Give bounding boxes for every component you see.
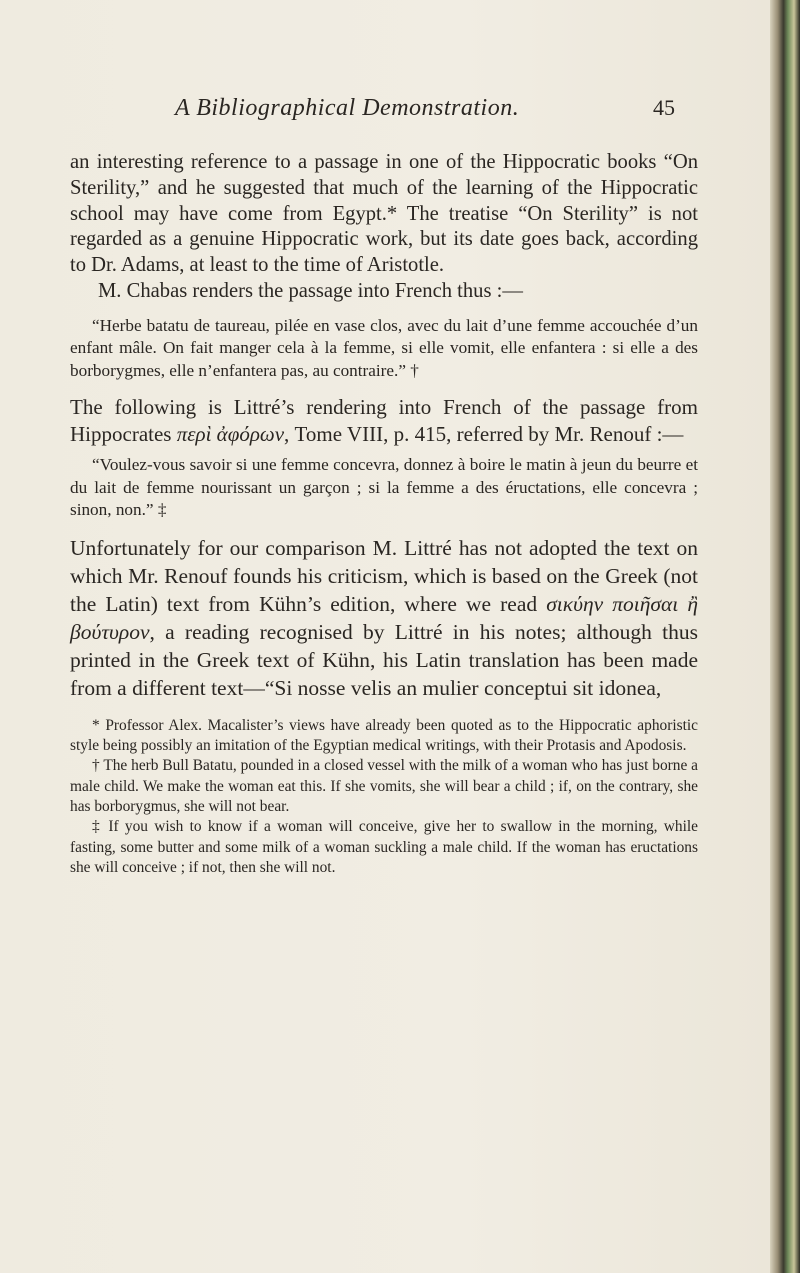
greek-title: περὶ ἀφόρων	[176, 422, 285, 447]
running-title: A Bibliographical Demonstration.	[175, 95, 520, 121]
greek-reading: σικύην ποιῆσαι ἢ βούτυρον	[70, 591, 698, 644]
footnotes	[70, 716, 698, 878]
french-quote-littre: “Voulez-vous savoir si une femme concevra, donnez à boire le matin à jeun du beurre et du lait de femme nourissant un garçon ; si la femme a des éructations, elle concevra ; sinon, non.” ‡	[70, 455, 698, 520]
book-spine-edge	[770, 0, 800, 1273]
paragraph-3	[70, 394, 698, 448]
french-quote-chabas: “Herbe batatu de taureau, pilée en vase clos, avec du lait d’une femme accouchée d’un enfant mâle. On fait manger cela à la femme, si elle vomit, elle enfantera : si elle a des borborygmes, elle n’enfantera pas, au contraire.” †	[70, 315, 698, 380]
paragraph-4	[70, 534, 698, 702]
paragraph-3-text-a: The following is Littré’s rendering into French of the passage from Hippocrates	[70, 395, 698, 447]
footnote-1: * Professor Alex. Macalister’s views have already been quoted as to the Hippocratic aphoristic style being possibly an imitation of the Egyptian medical writings, with their Protasis and Apodosis.	[70, 716, 698, 755]
paragraph-3-text-b: , Tome VIII, p. 415, referred by Mr. Renouf :—	[284, 422, 684, 447]
footnote-2: † The herb Bull Batatu, pounded in a closed vessel with the milk of a woman who has just borne a male child. We make the woman eat this. If she vomits, she will bear a child ; if, on the contrary, she has borborygmus, she will not bear.	[70, 757, 698, 815]
footnote-3: ‡ If you wish to know if a woman will conceive, give her to swallow in the morning, while fasting, some butter and some milk of a woman suckling a male child. If the woman has eructations she will conceive ; if not, then she will not.	[70, 818, 698, 876]
page-header	[175, 95, 675, 125]
paragraph-4-text-a: Unfortunately for our comparison M. Littré has not adopted the text on which Mr. Renouf founds his criticism, which is based on the Greek (not the Latin) text from Kühn’s edition, where we read	[70, 535, 698, 616]
paragraph-2: M. Chabas renders the passage into French thus :—	[98, 279, 523, 302]
paragraph-4-text-b: , a reading recognised by Littré in his notes; although thus printed in the Greek text of Kühn, his Latin translation has been made from a different text—“Si nosse velis an mulier conceptui sit idonea,	[70, 619, 698, 700]
page-number: 45	[653, 95, 675, 120]
paragraph-1: an interesting reference to a passage in one of the Hippocratic books “On Sterility,” and he suggested that much of the learning of the Hippocratic school may have come from Egypt.* The treatise “On Sterility” is not regarded as a genuine Hippocratic work, but its date goes back, according to Dr. Adams, at least to the time of Aristotle.	[70, 151, 698, 277]
body-text	[70, 150, 698, 878]
